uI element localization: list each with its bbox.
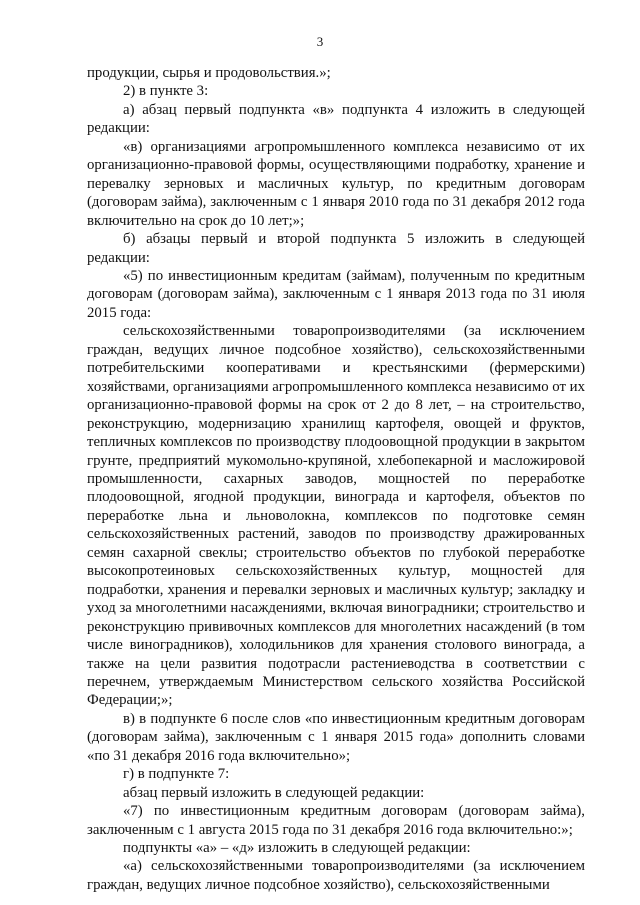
paragraph: в) в подпункте 6 после слов «по инвестиционным кредитным договорам (договорам займа), заключенным с 1 января 2015 года» дополнить словами «по 31 декабря 2016 года включительно»; xyxy=(87,710,585,764)
paragraph: абзац первый изложить в следующей редакции: xyxy=(123,784,425,801)
paragraph: «а) сельскохозяйственными товаропроизводителями (за исключением граждан, ведущих личное подсобное хозяйство), сельскохозяйственными xyxy=(87,858,585,893)
paragraph: «5) по инвестиционным кредитам (займам), полученным по кредитным договорам (договорам займа), заключенным с 1 января 2013 года по 31 июля 2015 года: xyxy=(87,267,585,321)
paragraph: продукции, сырья и продовольствия.»; xyxy=(87,65,331,81)
document-body xyxy=(87,64,585,894)
paragraph: г) в подпункте 7: xyxy=(123,766,230,783)
paragraph: а) абзац первый подпункта «в» подпункта 4 изложить в следующей редакции: xyxy=(87,101,585,137)
paragraph: б) абзацы первый и второй подпункта 5 изложить в следующей редакции: xyxy=(87,231,585,266)
paragraph: 2) в пункте 3: xyxy=(123,83,209,100)
paragraph: «в) организациями агропромышленного комплекса независимо от их организационно-правовой формы, осуществляющими подработку, хранение и перевалку зерновых и масличных культур, по кредитным договорам (договорам займа), заключенным с 1 января 2010 года по 31 декабря 2012 года включительно на срок до 10 лет;»; xyxy=(87,138,585,229)
page-number: 3 xyxy=(316,34,324,49)
paragraph: «7) по инвестиционным кредитным договорам (договорам займа), заключенным с 1 августа 2015 года по 31 декабря 2016 года включительно:»; xyxy=(87,803,585,838)
paragraph: подпункты «а» – «д» изложить в следующей редакции: xyxy=(123,840,471,857)
paragraph: сельскохозяйственными товаропроизводителями (за исключением граждан, ведущих личное подсобное хозяйство), сельскохозяйственными потребительскими кооперативами и крестьянскими (фермерскими) хозяйствами, организациями агропромышленного комплекса независимо от их организационно-правовой формы на срок от 2 до 8 лет, – на строительство, реконструкцию, модернизацию хранилищ картофеля, овощей и фруктов, тепличных комплексов по производству плодоовощной продукции в закрытом грунте, предприятий мукомольно-крупяной, хлебопекарной и масложировой промышленности, сахарных заводов, мощностей по переработке плодоовощной, ягодной продукции, винограда и картофеля, объектов по переработке льна и льноволокна, комплексов по подготовке семян сельскохозяйственных растений, заводов по производству дражированных семян сахарной свеклы; строительство объектов по глубокой переработке высокопротеиновых сельскохозяйственных культур, мощностей для подработки, хранения и перевалки зерновых и масличных культур; закладку и уход за многолетними насаждениями, включая виноградники; строительство и реконструкцию прививочных комплексов для многолетних насаждений (в том числе виноградников), холодильников для хранения столового винограда, а также на цели развития подотрасли растениеводства в соответствии с перечнем, утверждаемым Министерством сельского хозяйства Российской Федерации;»; xyxy=(87,323,585,709)
